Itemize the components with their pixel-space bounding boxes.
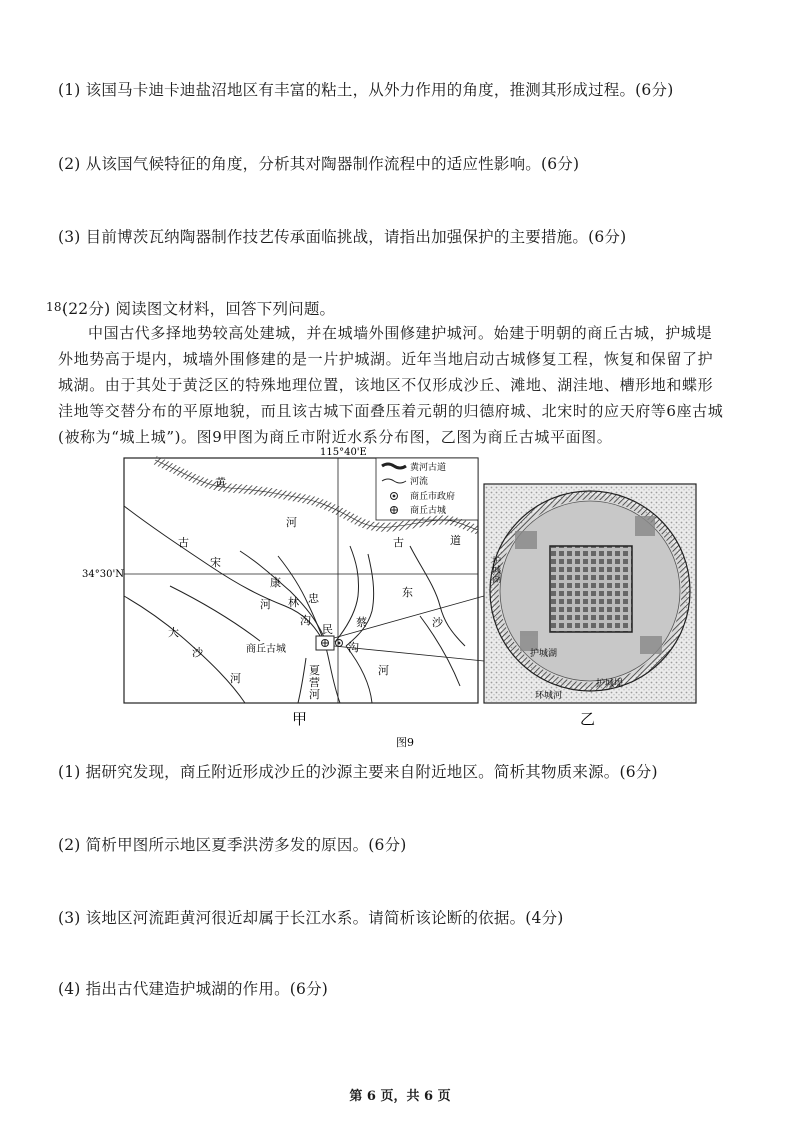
question-18-4: (4) 指出古代建造护城湖的作用。(6分): [58, 980, 329, 998]
label-ying: 营: [309, 676, 320, 689]
label-cai: 蔡: [356, 616, 367, 629]
passage-line-2: 外地势高于堤内，城墙外围修建的是一片护城湖。近年当地启动古城修复工程，恢复和保留了护: [58, 350, 714, 368]
figure-9: [82, 446, 710, 751]
legend-gov: 商丘市政府: [410, 492, 456, 502]
label-dongsha1: 东: [402, 586, 413, 599]
question-1-top: (1) 该国马卡迪卡迪盐沼地区有丰富的粘土，从外力作用的角度，推测其形成过程。(6分): [58, 81, 674, 99]
label-da: 大: [168, 626, 179, 639]
passage-line-5: (被称为“城上城”)。图9甲图为商丘市附近水系分布图，乙图为商丘古城平面图。: [58, 428, 613, 446]
label-lin: 林: [288, 596, 299, 609]
longitude-label: 115°40'E: [320, 447, 367, 458]
figure-9-svg: [82, 446, 710, 751]
label-zhong: 忠: [308, 592, 319, 605]
latitude-label: 34°30'N: [82, 569, 124, 580]
label-shangqiu-oldcity: 商丘古城: [246, 644, 286, 655]
label-he4: 河: [378, 664, 389, 677]
legend-river: 河流: [410, 477, 429, 487]
question-18-3: (3) 该地区河流距黄河很近却属于长江水系。请简析该论断的依据。(4分): [58, 909, 564, 927]
passage-line-1: 中国古代多择地势较高处建城，并在城墙外围修建护城河。始建于明朝的商丘古城，护城堤: [88, 324, 713, 342]
label-he1: 河: [286, 516, 297, 529]
label-gou2: 沟: [348, 641, 359, 654]
question-18-1: (1) 据研究发现，商丘附近形成沙丘的沙源主要来自附近地区。简析其物质来源。(6分): [58, 763, 658, 781]
label-he2: 河: [260, 598, 271, 611]
old-city-grid: [550, 546, 632, 632]
label-gu2: 古: [178, 536, 189, 549]
passage-line-4: 洼地等交替分布的平原地貌，而且该古城下面叠压着元朝的归德府城、北宋时的应天府等6座古城: [58, 402, 724, 420]
label-gu1: 古: [393, 536, 404, 549]
label-hucheng-top: 护城湖: [490, 556, 500, 583]
label-yi: 乙: [580, 710, 596, 728]
passage-line-3: 城湖。由于其处于黄泛区的特殊地理位置，该地区不仅形成沙丘、滩地、湖洼地、槽形地和蝶形: [58, 376, 714, 394]
label-hudi: 护城堤: [596, 679, 624, 689]
legend-old-yellow-river: 黄河古道: [410, 463, 447, 473]
label-he5: 河: [230, 672, 241, 685]
label-he6: 河: [309, 688, 320, 701]
passage: [58, 320, 758, 450]
label-jia: 甲: [292, 710, 308, 728]
figure-caption: 图9: [396, 736, 414, 749]
label-min: 民: [322, 623, 333, 636]
label-gou: 沟: [300, 614, 311, 627]
label-dao1: 道: [450, 534, 461, 547]
question-2-top: (2) 从该国气候特征的角度，分析其对陶器制作流程中的适应性影响。(6分): [58, 155, 580, 173]
question-18-head: (22分) 阅读图文材料，回答下列问题。: [62, 300, 336, 318]
label-kang: 康: [270, 576, 281, 589]
question-18-number: 18.: [46, 300, 66, 314]
label-dongsha2: 沙: [432, 616, 443, 629]
label-sha: 沙: [192, 646, 203, 659]
page-footer: 第 6 页，共 6 页: [349, 1089, 451, 1104]
legend-oldcity: 商丘古城: [410, 506, 447, 516]
label-huanchenghe: 环城河: [535, 691, 563, 701]
question-18-2: (2) 简析甲图所示地区夏季洪涝多发的原因。(6分): [58, 836, 407, 854]
label-song: 宋: [210, 556, 221, 569]
label-hucheng-lake: 护城湖: [530, 649, 558, 659]
label-huang: 黄: [215, 476, 226, 489]
label-xia: 夏: [309, 664, 320, 677]
question-3-top: (3) 目前博茨瓦纳陶器制作技艺传承面临挑战，请指出加强保护的主要措施。(6分): [58, 228, 627, 246]
